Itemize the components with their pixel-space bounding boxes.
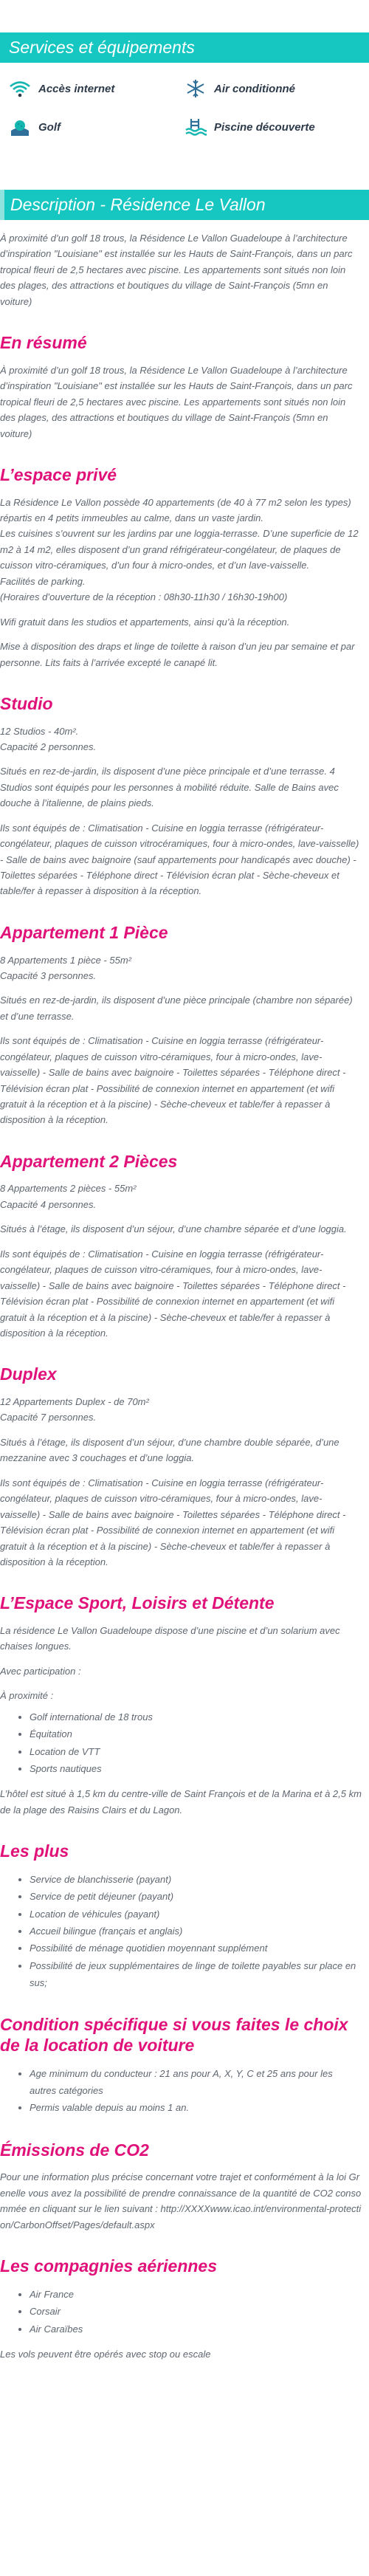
sport-participation: Avec participation : <box>0 1665 81 1677</box>
prive-wifi: Wifi gratuit dans les studios et appartements, ainsi qu’à la réception. <box>0 616 290 628</box>
service-internet <box>9 79 184 98</box>
app1-surface: 8 Appartements 1 pièce - 55m² <box>0 954 131 966</box>
app1-capacity: Capacité 3 personnes. <box>0 969 97 981</box>
service-clim <box>184 79 360 98</box>
sport-list <box>0 1708 362 1778</box>
compagnies-footer: Les vols peuvent être opérés avec stop ou escale <box>0 2348 211 2360</box>
app2-equipment: Ils sont équipés de : Climatisation - Cuisine en loggia terrasse (réfrigérateur-congélateur, plaques de cuisson vitro-céramiques, four à micro-ondes, lave-vaisselle) - Salle de bains avec baignoire - Toilettes séparées - Téléphone direct - Télévision écran plat - Possibilité de connexion internet en appartement (et wifi gratuit à la réception et à la piscine) - Sèche-cheveux et table/fer à repasser à disposition à la réception. <box>0 1248 346 1339</box>
prive-linge: Mise à disposition des draps et linge de toilette à raison d’un jeu par semaine et par personne. Lits faits à l’arrivée excepté le canapé lit. <box>0 641 355 668</box>
duplex-heading: Duplex <box>0 1364 57 1384</box>
service-golf <box>9 117 184 137</box>
sport-location: L’hôtel est situé à 1,5 km du centre-ville de Saint François et de la Marina et à 2,5 km de la plage des Raisins Clairs et du Lagon. <box>0 1788 362 1816</box>
list-item: • Age minimum du conducteur : 21 ans pour A, X, Y, C et 25 ans pour les autres catégories <box>30 2065 362 2100</box>
voiture-list <box>0 2065 362 2117</box>
studio-heading: Studio <box>0 693 53 713</box>
list-item: • Sports nautiques <box>30 1760 362 1777</box>
plus-list <box>0 1871 362 1992</box>
services-title: Services et équipements <box>9 38 195 57</box>
service-piscine <box>184 117 360 137</box>
list-item: • Service de blanchisserie (payant) <box>30 1871 362 1888</box>
list-item: • Air Caraïbes <box>30 2321 362 2338</box>
list-item: • Permis valable depuis au moins 1 an. <box>30 2099 362 2116</box>
list-item: • Location de VTT <box>30 1743 362 1760</box>
app1-heading: Appartement 1 Pièce <box>0 922 168 942</box>
description-title: Description - Résidence Le Vallon <box>10 195 266 214</box>
resume-text: À proximité d’un golf 18 trous, la Résidence Le Vallon Guadeloupe à l’architecture d’inspiration "Louisiane" est installée sur les Hauts de Saint-François, dans un parc tropical fleuri de 2,5 hectares avec piscine. Les appartements sont situés non loin des plages, des attractions et boutiques du village de Saint-François (5mn en voiture) <box>0 364 353 439</box>
list-item: • Location de véhicules (payant) <box>30 1906 362 1923</box>
service-label: Golf <box>38 120 61 134</box>
description-intro: À proximité d’un golf 18 trous, la Résidence Le Vallon Guadeloupe à l’architecture d’inspiration "Louisiane" est installée sur les Hauts de Saint-François, dans un parc tropical fleuri de 2,5 hectares avec piscine. Les appartements sont situés non loin des plages, des attractions et boutiques du village de Saint-François (5mn en voiture) <box>0 233 353 307</box>
prive-text: Les cuisines s’ouvrent sur les jardins par une loggia-terrasse. D’une superficie de 12 m2 à 14 m2, elles disposent d’un grand réfrigérateur-congélateur, de plaques de cuisson vitro-céramiques, d’un four à micro-ondes, et d’un lave-vaisselle. <box>0 528 359 571</box>
duplex-capacity: Capacité 7 personnes. <box>0 1412 97 1423</box>
studio-desc: Situés en rez-de-jardin, ils disposent d’une pièce principale et d’une terrasse. 4 Studios sont équipés pour les personnes à mobilité réduite. Salle de Bains avec douche à l’italienne, de plains pieds. <box>0 766 339 809</box>
app2-heading: Appartement 2 Pièces <box>0 1151 178 1171</box>
co2-heading: Émissions de CO2 <box>0 2140 149 2160</box>
list-item: • Service de petit déjeuner (payant) <box>30 1888 362 1905</box>
page <box>0 32 369 2362</box>
pool-icon <box>184 117 207 137</box>
studio-surface: 12 Studios - 40m². <box>0 725 79 737</box>
description-banner <box>0 190 369 220</box>
services-banner <box>0 32 369 63</box>
resume-heading: En résumé <box>0 333 87 353</box>
prive-text: (Horaires d’ouverture de la réception : 08h30-11h30 / 16h30-19h00) <box>0 591 288 603</box>
sport-proximite: À proximité : <box>0 1690 54 1702</box>
sport-heading: L’Espace Sport, Loisirs et Détente <box>0 1593 275 1613</box>
prive-heading: L’espace privé <box>0 464 117 484</box>
service-label: Piscine découverte <box>214 120 315 134</box>
prive-text: La Résidence Le Vallon possède 40 appartements (de 40 à 77 m2 selon les types) répartis en 4 petits immeubles au calme, dans un vaste jardin. <box>0 496 351 523</box>
list-item: • Possibilité de ménage quotidien moyennant supplément <box>30 1940 362 1957</box>
compagnies-heading: Les compagnies aériennes <box>0 2256 218 2276</box>
studio-equipment: Ils sont équipés de : Climatisation - Cuisine en loggia terrasse (réfrigérateur-congélateur, plaques de cuisson vitrocéramiques, four à micro-ondes, lave-vaisselle) - Salle de bains avec baignoire (sauf appartements pour handicapés avec douche) - Toilettes séparées - Téléphone direct - Télévision écran plat - Sèche-cheveux et table/fer à repasser à disposition à la réception. <box>0 822 359 897</box>
list-item: • Corsair <box>30 2303 362 2320</box>
list-item: • Golf international de 18 trous <box>30 1708 362 1725</box>
duplex-surface: 12 Appartements Duplex - de 70m² <box>0 1396 149 1407</box>
plus-heading: Les plus <box>0 1841 69 1861</box>
app2-desc: Situés à l’étage, ils disposent d’un séjour, d’une chambre séparée et d’une loggia. <box>0 1223 347 1235</box>
app2-capacity: Capacité 4 personnes. <box>0 1198 97 1210</box>
services-grid <box>0 63 369 137</box>
service-label: Air conditionné <box>214 82 295 95</box>
app1-equipment: Ils sont équipés de : Climatisation - Cuisine en loggia terrasse (réfrigérateur-congélateur, plaques de cuisson vitro-céramiques, four à micro-ondes, lave-vaisselle) - Salle de bains avec baignoire - Toilettes séparées - Téléphone direct - Télévision écran plat - Possibilité de connexion internet en appartement (et wifi gratuit à la réception et à la piscine) - Sèche-cheveux et table/fer à repasser à disposition à la réception. <box>0 1035 346 1126</box>
co2-text: Pour une information plus précise concernant votre trajet et conformément à la loi Grenelle vous avez la possibilité de prendre connaissance de la quantité de CO2 consommée en cliquant sur le lien suivant : http://XXXXwww.icao.int/environmental-protection/CarbonOffset/Pages/default.aspx <box>0 2171 362 2230</box>
prive-text: Facilités de parking. <box>0 575 86 587</box>
list-item: • Équitation <box>30 1725 362 1742</box>
compagnies-list <box>0 2286 362 2338</box>
description-content <box>0 230 369 2362</box>
list-item: • Air France <box>30 2286 362 2303</box>
golf-icon <box>9 117 31 137</box>
duplex-desc: Situés à l’étage, ils disposent d’un séjour, d’une chambre double séparée, d’une mezzanine avec 3 couchages et d’une loggia. <box>0 1436 339 1464</box>
list-item: • Possibilité de jeux supplémentaires de linge de toilette payables sur place en sus; <box>30 1957 362 1992</box>
snowflake-icon <box>184 79 207 98</box>
duplex-equipment: Ils sont équipés de : Climatisation - Cuisine en loggia terrasse (réfrigérateur-congélateur, plaques de cuisson vitro-céramiques, four à micro-ondes, lave-vaisselle) - Salle de bains avec baignoire - Toilettes séparées - Téléphone direct - Télévision écran plat - Possibilité de connexion internet en appartement (et wifi gratuit à la réception et à la piscine) - Sèche-cheveux et table/fer à repasser à disposition à la réception. <box>0 1477 346 1567</box>
wifi-icon <box>9 79 31 98</box>
voiture-heading: Condition spécifique si vous faites le choix de la location de voiture <box>0 2015 348 2055</box>
list-item: • Accueil bilingue (français et anglais) <box>30 1923 362 1940</box>
app2-surface: 8 Appartements 2 pièces - 55m² <box>0 1183 137 1195</box>
service-label: Accès internet <box>38 82 115 95</box>
sport-text: La résidence Le Vallon Guadeloupe dispose d’une piscine et d’un solarium avec chaises longues. <box>0 1624 340 1652</box>
studio-capacity: Capacité 2 personnes. <box>0 741 97 752</box>
app1-desc: Situés en rez-de-jardin, ils disposent d’une pièce principale (chambre non séparée) et d’une terrasse. <box>0 995 353 1022</box>
